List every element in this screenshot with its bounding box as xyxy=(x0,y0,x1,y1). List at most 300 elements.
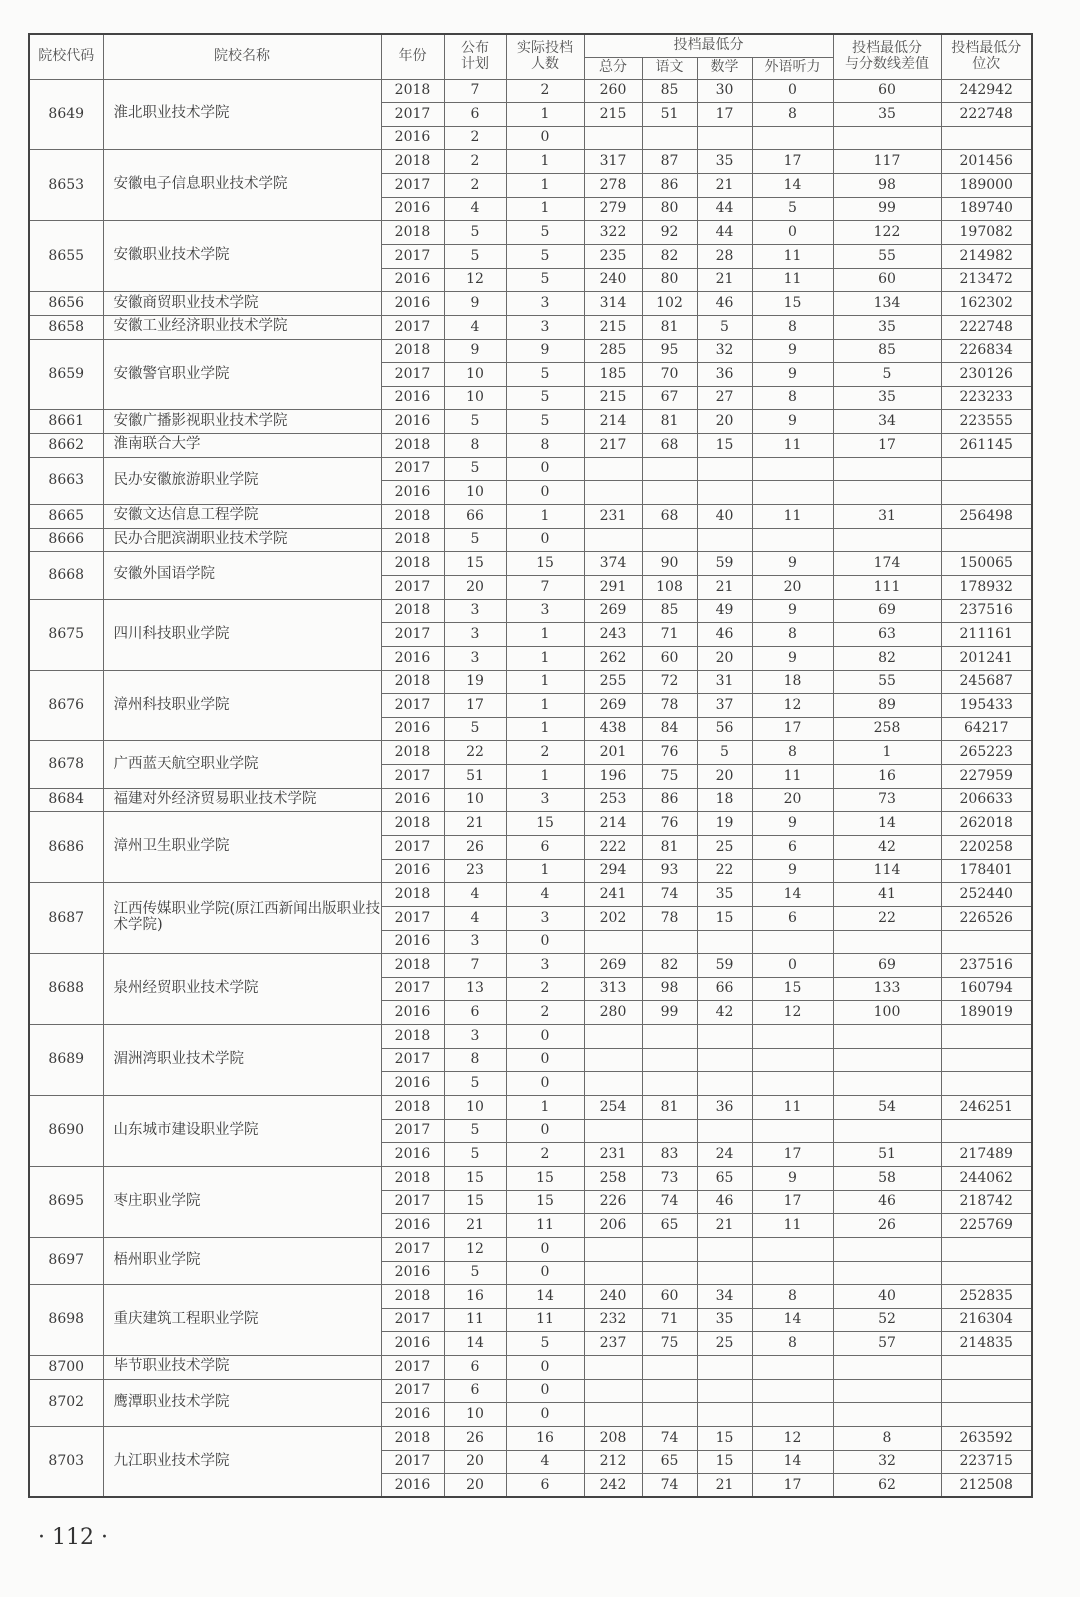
cell-rank xyxy=(941,481,1032,505)
cell-actual: 2 xyxy=(506,741,584,765)
cell-chinese xyxy=(642,1379,697,1403)
cell-diff: 31 xyxy=(833,505,941,529)
cell-total: 269 xyxy=(584,954,642,978)
cell-listening: 14 xyxy=(752,1450,833,1474)
school-name: 江西传媒职业学院(原江西新闻出版职业技术学院) xyxy=(103,883,381,954)
cell-listening xyxy=(752,1356,833,1380)
cell-math: 42 xyxy=(697,1001,752,1025)
cell-listening: 17 xyxy=(752,717,833,741)
cell-diff: 35 xyxy=(833,315,941,339)
cell-total: 254 xyxy=(584,1096,642,1120)
cell-year: 2016 xyxy=(381,481,444,505)
header-math: 数学 xyxy=(697,57,752,79)
cell-chinese: 65 xyxy=(642,1450,697,1474)
cell-year: 2017 xyxy=(381,363,444,387)
cell-actual: 1 xyxy=(506,1096,584,1120)
cell-rank xyxy=(941,1025,1032,1049)
cell-listening: 12 xyxy=(752,1001,833,1025)
cell-math: 65 xyxy=(697,1166,752,1190)
cell-total: 215 xyxy=(584,386,642,410)
cell-diff: 32 xyxy=(833,1450,941,1474)
cell-plan: 5 xyxy=(444,221,506,245)
cell-year: 2016 xyxy=(381,268,444,292)
cell-math xyxy=(697,1261,752,1285)
school-code: 8663 xyxy=(29,457,103,504)
cell-chinese: 90 xyxy=(642,552,697,576)
cell-chinese: 99 xyxy=(642,1001,697,1025)
cell-chinese: 70 xyxy=(642,363,697,387)
cell-year: 2016 xyxy=(381,717,444,741)
cell-listening xyxy=(752,1237,833,1261)
cell-actual: 4 xyxy=(506,1450,584,1474)
cell-rank: 189000 xyxy=(941,174,1032,198)
cell-diff xyxy=(833,1072,941,1096)
cell-chinese: 71 xyxy=(642,623,697,647)
cell-total: 258 xyxy=(584,1166,642,1190)
cell-rank: 256498 xyxy=(941,505,1032,529)
cell-chinese: 74 xyxy=(642,883,697,907)
school-name: 安徽职业技术学院 xyxy=(103,221,381,292)
cell-total: 278 xyxy=(584,174,642,198)
cell-total: 260 xyxy=(584,79,642,103)
cell-math: 35 xyxy=(697,1308,752,1332)
table-row xyxy=(29,741,1032,765)
header-plan-l2: 计划 xyxy=(461,55,489,72)
school-name: 淮北职业技术学院 xyxy=(103,79,381,150)
table-body xyxy=(29,79,1032,1497)
cell-actual: 1 xyxy=(506,505,584,529)
cell-rank: 212508 xyxy=(941,1474,1032,1498)
cell-actual: 2 xyxy=(506,977,584,1001)
school-code: 8684 xyxy=(29,788,103,812)
cell-listening: 17 xyxy=(752,150,833,174)
cell-plan: 12 xyxy=(444,1237,506,1261)
school-name: 安徽外国语学院 xyxy=(103,552,381,599)
cell-listening: 9 xyxy=(752,599,833,623)
cell-math: 35 xyxy=(697,150,752,174)
cell-total: 374 xyxy=(584,552,642,576)
cell-chinese: 93 xyxy=(642,859,697,883)
cell-actual: 4 xyxy=(506,883,584,907)
cell-actual: 0 xyxy=(506,1119,584,1143)
cell-math: 17 xyxy=(697,103,752,127)
cell-rank: 217489 xyxy=(941,1143,1032,1167)
cell-total: 241 xyxy=(584,883,642,907)
header-diff xyxy=(833,34,941,79)
cell-diff: 17 xyxy=(833,434,941,458)
cell-math: 59 xyxy=(697,552,752,576)
cell-listening: 9 xyxy=(752,859,833,883)
cell-total: 242 xyxy=(584,1474,642,1498)
cell-rank: 201456 xyxy=(941,150,1032,174)
cell-actual: 3 xyxy=(506,788,584,812)
school-code: 8678 xyxy=(29,741,103,788)
table-row xyxy=(29,315,1032,339)
cell-chinese: 85 xyxy=(642,599,697,623)
cell-plan: 5 xyxy=(444,1261,506,1285)
cell-listening: 8 xyxy=(752,741,833,765)
cell-listening: 14 xyxy=(752,883,833,907)
cell-actual: 5 xyxy=(506,363,584,387)
cell-rank: 216304 xyxy=(941,1308,1032,1332)
cell-rank xyxy=(941,1119,1032,1143)
cell-chinese: 84 xyxy=(642,717,697,741)
cell-actual: 5 xyxy=(506,410,584,434)
cell-total: 231 xyxy=(584,505,642,529)
cell-diff: 69 xyxy=(833,954,941,978)
cell-year: 2017 xyxy=(381,1048,444,1072)
cell-chinese xyxy=(642,1048,697,1072)
cell-rank: 206633 xyxy=(941,788,1032,812)
cell-year: 2018 xyxy=(381,505,444,529)
cell-plan: 15 xyxy=(444,552,506,576)
header-total: 总分 xyxy=(584,57,642,79)
school-name: 漳州卫生职业学院 xyxy=(103,812,381,883)
cell-year: 2018 xyxy=(381,79,444,103)
cell-rank: 218742 xyxy=(941,1190,1032,1214)
cell-chinese xyxy=(642,1025,697,1049)
cell-total: 201 xyxy=(584,741,642,765)
cell-chinese xyxy=(642,1261,697,1285)
cell-actual: 1 xyxy=(506,717,584,741)
cell-diff xyxy=(833,1356,941,1380)
school-code: 8697 xyxy=(29,1237,103,1284)
cell-total: 212 xyxy=(584,1450,642,1474)
cell-diff xyxy=(833,1048,941,1072)
school-code: 8695 xyxy=(29,1166,103,1237)
cell-actual: 3 xyxy=(506,315,584,339)
cell-year: 2016 xyxy=(381,410,444,434)
cell-year: 2017 xyxy=(381,575,444,599)
cell-chinese xyxy=(642,1119,697,1143)
cell-diff: 60 xyxy=(833,79,941,103)
cell-actual: 8 xyxy=(506,434,584,458)
cell-listening: 11 xyxy=(752,434,833,458)
cell-diff xyxy=(833,126,941,150)
cell-chinese xyxy=(642,1237,697,1261)
cell-diff: 14 xyxy=(833,812,941,836)
cell-math: 15 xyxy=(697,1427,752,1451)
cell-math: 5 xyxy=(697,315,752,339)
cell-chinese: 81 xyxy=(642,315,697,339)
cell-diff: 134 xyxy=(833,292,941,316)
cell-diff: 5 xyxy=(833,363,941,387)
school-name: 淮南联合大学 xyxy=(103,434,381,458)
cell-rank: 201241 xyxy=(941,646,1032,670)
cell-actual: 3 xyxy=(506,906,584,930)
cell-total: 279 xyxy=(584,197,642,221)
table-row xyxy=(29,788,1032,812)
cell-total: 243 xyxy=(584,623,642,647)
cell-listening: 9 xyxy=(752,410,833,434)
cell-actual: 16 xyxy=(506,1427,584,1451)
cell-chinese: 81 xyxy=(642,410,697,434)
school-name: 枣庄职业学院 xyxy=(103,1166,381,1237)
cell-chinese: 102 xyxy=(642,292,697,316)
cell-total: 232 xyxy=(584,1308,642,1332)
cell-diff: 111 xyxy=(833,575,941,599)
cell-total xyxy=(584,1261,642,1285)
cell-listening: 8 xyxy=(752,386,833,410)
cell-math xyxy=(697,1403,752,1427)
cell-year: 2018 xyxy=(381,1427,444,1451)
cell-year: 2017 xyxy=(381,623,444,647)
cell-plan: 5 xyxy=(444,1119,506,1143)
cell-chinese: 72 xyxy=(642,670,697,694)
cell-actual: 1 xyxy=(506,765,584,789)
cell-year: 2017 xyxy=(381,315,444,339)
header-listening: 外语听力 xyxy=(752,57,833,79)
cell-chinese: 82 xyxy=(642,244,697,268)
cell-listening xyxy=(752,1119,833,1143)
cell-actual: 1 xyxy=(506,670,584,694)
cell-rank: 230126 xyxy=(941,363,1032,387)
cell-listening: 6 xyxy=(752,906,833,930)
cell-plan: 5 xyxy=(444,244,506,268)
cell-math: 66 xyxy=(697,977,752,1001)
cell-rank: 195433 xyxy=(941,694,1032,718)
cell-listening: 11 xyxy=(752,1214,833,1238)
cell-plan: 21 xyxy=(444,1214,506,1238)
table-row xyxy=(29,1285,1032,1309)
cell-listening xyxy=(752,528,833,552)
cell-chinese: 75 xyxy=(642,765,697,789)
school-name: 重庆建筑工程职业学院 xyxy=(103,1285,381,1356)
cell-year: 2017 xyxy=(381,1119,444,1143)
header-plan xyxy=(444,34,506,79)
cell-rank: 214982 xyxy=(941,244,1032,268)
cell-plan: 5 xyxy=(444,717,506,741)
cell-diff xyxy=(833,1261,941,1285)
cell-chinese: 73 xyxy=(642,1166,697,1190)
cell-listening: 9 xyxy=(752,646,833,670)
cell-chinese: 60 xyxy=(642,646,697,670)
school-code: 8658 xyxy=(29,315,103,339)
cell-listening: 8 xyxy=(752,1285,833,1309)
school-name: 民办合肥滨湖职业技术学院 xyxy=(103,528,381,552)
school-name: 漳州科技职业学院 xyxy=(103,670,381,741)
cell-plan: 3 xyxy=(444,646,506,670)
cell-listening: 14 xyxy=(752,174,833,198)
cell-rank xyxy=(941,528,1032,552)
table-row xyxy=(29,1237,1032,1261)
cell-diff: 117 xyxy=(833,150,941,174)
cell-plan: 21 xyxy=(444,812,506,836)
cell-math: 25 xyxy=(697,1332,752,1356)
cell-rank xyxy=(941,1072,1032,1096)
cell-plan: 4 xyxy=(444,883,506,907)
cell-math: 15 xyxy=(697,1450,752,1474)
cell-actual: 0 xyxy=(506,930,584,954)
school-code: 8665 xyxy=(29,505,103,529)
cell-total xyxy=(584,1379,642,1403)
cell-math: 21 xyxy=(697,1214,752,1238)
cell-total xyxy=(584,457,642,481)
cell-listening xyxy=(752,930,833,954)
header-code: 院校代码 xyxy=(29,34,103,79)
cell-diff xyxy=(833,481,941,505)
cell-listening: 17 xyxy=(752,1474,833,1498)
cell-plan: 10 xyxy=(444,1096,506,1120)
cell-math: 21 xyxy=(697,174,752,198)
cell-rank: 150065 xyxy=(941,552,1032,576)
cell-math: 21 xyxy=(697,268,752,292)
cell-rank: 261145 xyxy=(941,434,1032,458)
cell-rank: 214835 xyxy=(941,1332,1032,1356)
admission-score-table xyxy=(28,33,1033,1498)
cell-total xyxy=(584,1119,642,1143)
cell-diff: 8 xyxy=(833,1427,941,1451)
header-rank-l1: 投档最低分 xyxy=(951,40,1022,57)
cell-rank xyxy=(941,1261,1032,1285)
cell-plan: 26 xyxy=(444,836,506,860)
cell-math: 44 xyxy=(697,221,752,245)
school-code: 8668 xyxy=(29,552,103,599)
table-row xyxy=(29,552,1032,576)
cell-plan: 23 xyxy=(444,859,506,883)
cell-actual: 1 xyxy=(506,859,584,883)
cell-math: 20 xyxy=(697,646,752,670)
cell-listening: 0 xyxy=(752,954,833,978)
cell-diff: 57 xyxy=(833,1332,941,1356)
cell-rank: 178932 xyxy=(941,575,1032,599)
cell-math: 59 xyxy=(697,954,752,978)
cell-plan: 22 xyxy=(444,741,506,765)
cell-listening: 12 xyxy=(752,1427,833,1451)
cell-plan: 3 xyxy=(444,930,506,954)
table-row xyxy=(29,599,1032,623)
cell-diff: 89 xyxy=(833,694,941,718)
cell-listening: 9 xyxy=(752,552,833,576)
cell-actual: 3 xyxy=(506,292,584,316)
school-name: 安徽工业经济职业技术学院 xyxy=(103,315,381,339)
cell-math: 21 xyxy=(697,1474,752,1498)
cell-diff: 69 xyxy=(833,599,941,623)
cell-plan: 26 xyxy=(444,1427,506,1451)
cell-actual: 0 xyxy=(506,1261,584,1285)
table-row xyxy=(29,434,1032,458)
cell-diff: 82 xyxy=(833,646,941,670)
cell-actual: 6 xyxy=(506,836,584,860)
cell-year: 2016 xyxy=(381,1072,444,1096)
cell-total xyxy=(584,126,642,150)
cell-year: 2016 xyxy=(381,1261,444,1285)
cell-actual: 2 xyxy=(506,79,584,103)
cell-year: 2017 xyxy=(381,1190,444,1214)
cell-math xyxy=(697,930,752,954)
cell-total xyxy=(584,1025,642,1049)
cell-rank: 265223 xyxy=(941,741,1032,765)
cell-chinese: 74 xyxy=(642,1474,697,1498)
cell-math xyxy=(697,481,752,505)
school-name: 安徽文达信息工程学院 xyxy=(103,505,381,529)
cell-diff: 26 xyxy=(833,1214,941,1238)
cell-actual: 3 xyxy=(506,954,584,978)
cell-chinese: 60 xyxy=(642,1285,697,1309)
school-code: 8649 xyxy=(29,79,103,150)
cell-total: 235 xyxy=(584,244,642,268)
cell-year: 2018 xyxy=(381,339,444,363)
school-name: 民办安徽旅游职业学院 xyxy=(103,457,381,504)
cell-total: 294 xyxy=(584,859,642,883)
cell-chinese: 81 xyxy=(642,836,697,860)
cell-total: 285 xyxy=(584,339,642,363)
table-row xyxy=(29,1096,1032,1120)
cell-plan: 19 xyxy=(444,670,506,694)
cell-chinese: 80 xyxy=(642,197,697,221)
cell-math: 20 xyxy=(697,765,752,789)
cell-chinese: 68 xyxy=(642,434,697,458)
school-code: 8653 xyxy=(29,150,103,221)
cell-plan: 12 xyxy=(444,268,506,292)
cell-math xyxy=(697,457,752,481)
cell-chinese: 108 xyxy=(642,575,697,599)
cell-rank: 252835 xyxy=(941,1285,1032,1309)
cell-math xyxy=(697,528,752,552)
cell-plan: 9 xyxy=(444,292,506,316)
cell-total: 217 xyxy=(584,434,642,458)
cell-listening xyxy=(752,457,833,481)
cell-math: 15 xyxy=(697,906,752,930)
cell-listening: 9 xyxy=(752,812,833,836)
school-name: 泉州经贸职业技术学院 xyxy=(103,954,381,1025)
cell-plan: 10 xyxy=(444,788,506,812)
cell-actual: 1 xyxy=(506,174,584,198)
cell-math xyxy=(697,1356,752,1380)
cell-chinese: 65 xyxy=(642,1214,697,1238)
cell-math: 31 xyxy=(697,670,752,694)
cell-actual: 11 xyxy=(506,1308,584,1332)
cell-year: 2018 xyxy=(381,812,444,836)
cell-actual: 5 xyxy=(506,221,584,245)
school-code: 8676 xyxy=(29,670,103,741)
cell-year: 2018 xyxy=(381,1166,444,1190)
cell-plan: 2 xyxy=(444,174,506,198)
table-row xyxy=(29,1356,1032,1380)
cell-plan: 8 xyxy=(444,434,506,458)
cell-year: 2017 xyxy=(381,174,444,198)
cell-total: 214 xyxy=(584,410,642,434)
cell-year: 2016 xyxy=(381,1332,444,1356)
cell-listening: 11 xyxy=(752,505,833,529)
header-rank xyxy=(941,34,1032,79)
cell-year: 2018 xyxy=(381,434,444,458)
cell-plan: 2 xyxy=(444,126,506,150)
cell-listening xyxy=(752,126,833,150)
cell-actual: 7 xyxy=(506,575,584,599)
cell-listening xyxy=(752,1403,833,1427)
cell-rank: 262018 xyxy=(941,812,1032,836)
cell-math: 15 xyxy=(697,434,752,458)
school-code: 8703 xyxy=(29,1427,103,1498)
school-code: 8688 xyxy=(29,954,103,1025)
cell-chinese: 81 xyxy=(642,1096,697,1120)
cell-actual: 5 xyxy=(506,244,584,268)
table-row xyxy=(29,221,1032,245)
cell-math xyxy=(697,126,752,150)
cell-math: 27 xyxy=(697,386,752,410)
school-code: 8690 xyxy=(29,1096,103,1167)
cell-listening: 17 xyxy=(752,1190,833,1214)
cell-math: 22 xyxy=(697,859,752,883)
cell-math: 25 xyxy=(697,836,752,860)
cell-total: 291 xyxy=(584,575,642,599)
cell-math: 28 xyxy=(697,244,752,268)
cell-total xyxy=(584,1403,642,1427)
cell-math xyxy=(697,1048,752,1072)
cell-total: 314 xyxy=(584,292,642,316)
cell-listening: 5 xyxy=(752,197,833,221)
